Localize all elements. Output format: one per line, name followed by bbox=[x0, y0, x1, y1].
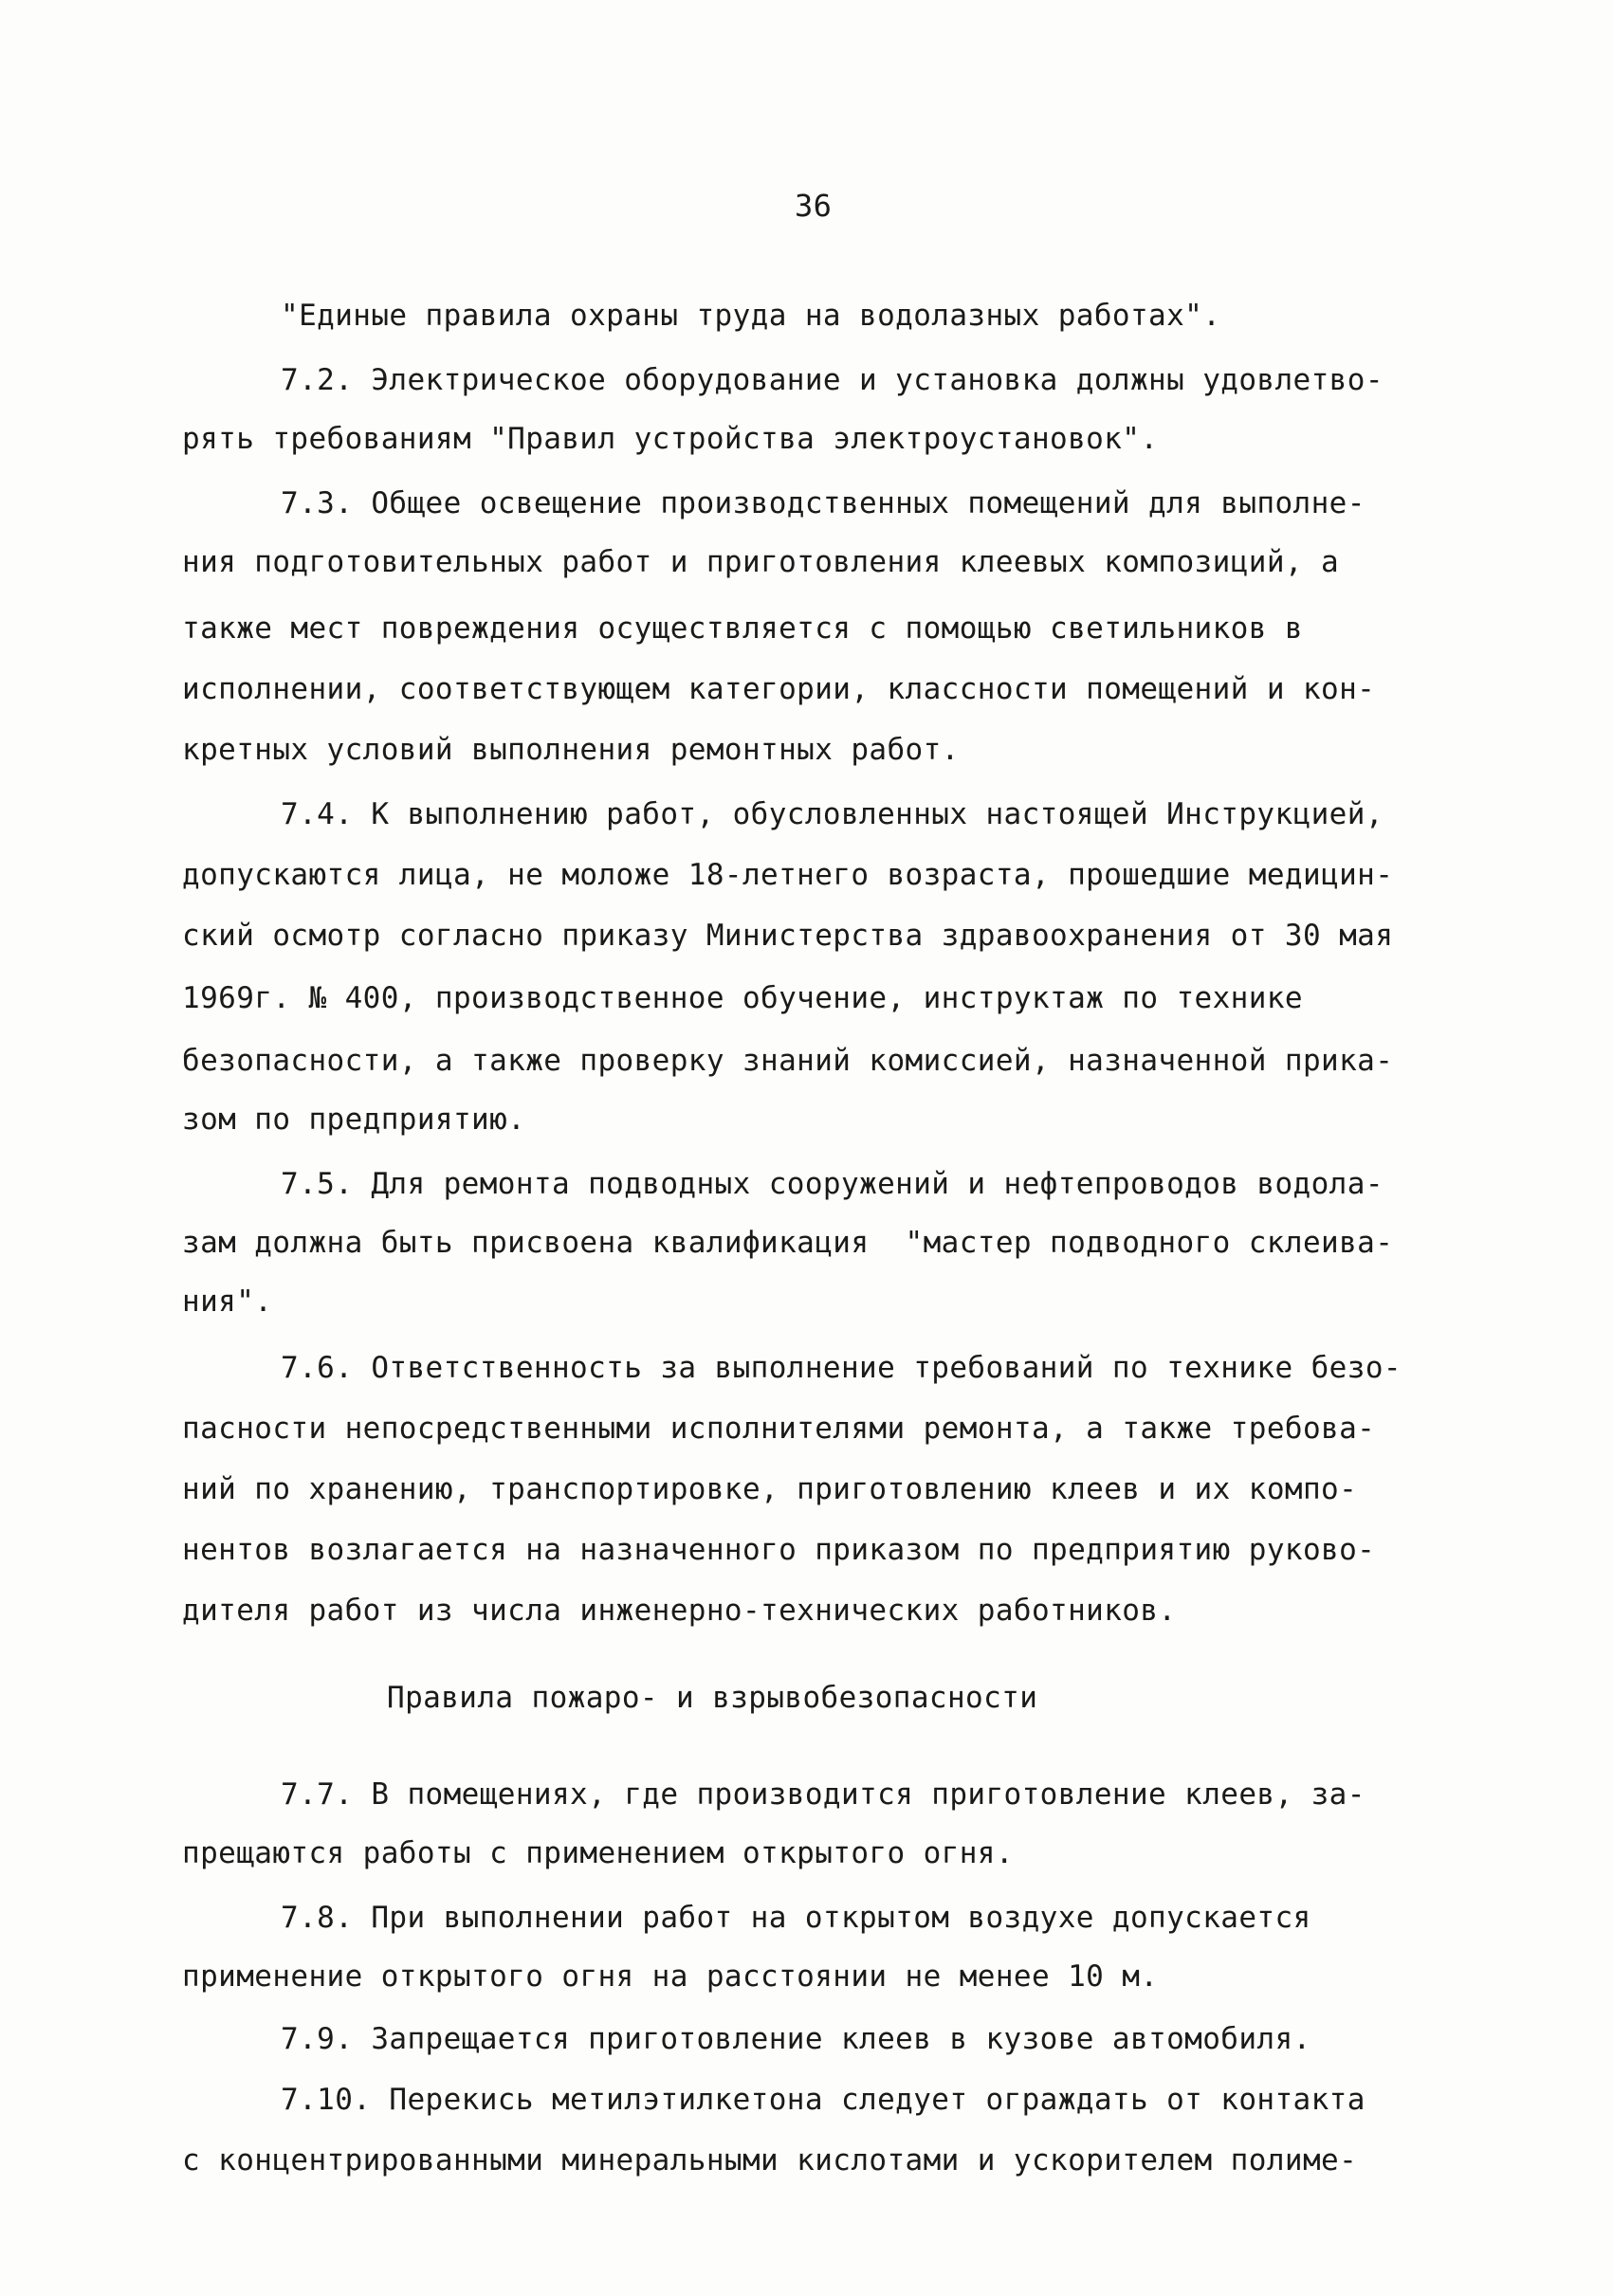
text-line: применение открытого огня на расстоянии не менее 10 м. bbox=[182, 1959, 1159, 1994]
text-line: безопасности, а также проверку знаний комиссией, назначенной прика- bbox=[182, 1044, 1394, 1078]
text-line: ний по хранению, транспортировке, приготовлению клеев и их компо- bbox=[182, 1472, 1358, 1506]
text-line: 7.3. Общее освещение производственных помещений для выполне- bbox=[281, 486, 1366, 520]
text-line: пасности непосредственными исполнителями ремонта, а также требова- bbox=[182, 1412, 1376, 1446]
text-line: кретных условий выполнения ремонтных работ. bbox=[182, 733, 960, 767]
text-line: ский осмотр согласно приказу Министерства здравоохранения от 30 мая bbox=[182, 919, 1394, 953]
text-line: допускаются лица, не моложе 18-летнего возраста, прошедшие медицин- bbox=[182, 858, 1394, 892]
text-line: 7.2. Электрическое оборудование и установка должны удовлетво- bbox=[281, 363, 1384, 397]
text-line: также мест повреждения осуществляется с помощью светильников в bbox=[182, 611, 1303, 646]
text-line: 7.10. Перекись метилэтилкетона следует ограждать от контакта bbox=[281, 2083, 1366, 2117]
text-line: дителя работ из числа инженерно-технических работников. bbox=[182, 1594, 1177, 1628]
text-line: ния подготовительных работ и приготовления клеевых композиций, а bbox=[182, 545, 1340, 579]
text-line: 1969г. № 400, производственное обучение, инструктаж по технике bbox=[182, 981, 1303, 1015]
text-line: 7.7. В помещениях, где производится приготовление клеев, за- bbox=[281, 1777, 1366, 1812]
text-line: "Единые правила охраны труда на водолазных работах". bbox=[281, 299, 1221, 333]
text-line: 7.6. Ответственность за выполнение требований по технике безо- bbox=[281, 1351, 1402, 1385]
text-line: прещаются работы с применением открытого огня. bbox=[182, 1836, 1014, 1870]
text-line: 7.4. К выполнению работ, обусловленных настоящей Инструкцией, bbox=[281, 797, 1384, 831]
text-line: исполнении, соответствующем категории, классности помещений и кон- bbox=[182, 672, 1376, 706]
section-heading: Правила пожаро- и взрывобезопасности bbox=[387, 1681, 1038, 1715]
text-line: 7.8. При выполнении работ на открытом воздухе допускается bbox=[281, 1901, 1311, 1935]
text-line: ния". bbox=[182, 1285, 273, 1319]
text-line: нентов возлагается на назначенного приказом по предприятию руково- bbox=[182, 1533, 1376, 1567]
text-line: с концентрированными минеральными кислотами и ускорителем полиме- bbox=[182, 2143, 1358, 2178]
text-line: 7.5. Для ремонта подводных сооружений и нефтепроводов водола- bbox=[281, 1167, 1384, 1201]
text-line: рять требованиям "Правил устройства электроустановок". bbox=[182, 422, 1159, 456]
text-line: зам должна быть присвоена квалификация "мастер подводного склеива- bbox=[182, 1226, 1394, 1260]
text-line: зом по предприятию. bbox=[182, 1102, 526, 1137]
text-line: 7.9. Запрещается приготовление клеев в кузове автомобиля. bbox=[281, 2022, 1311, 2056]
page-number: 36 bbox=[795, 188, 833, 224]
